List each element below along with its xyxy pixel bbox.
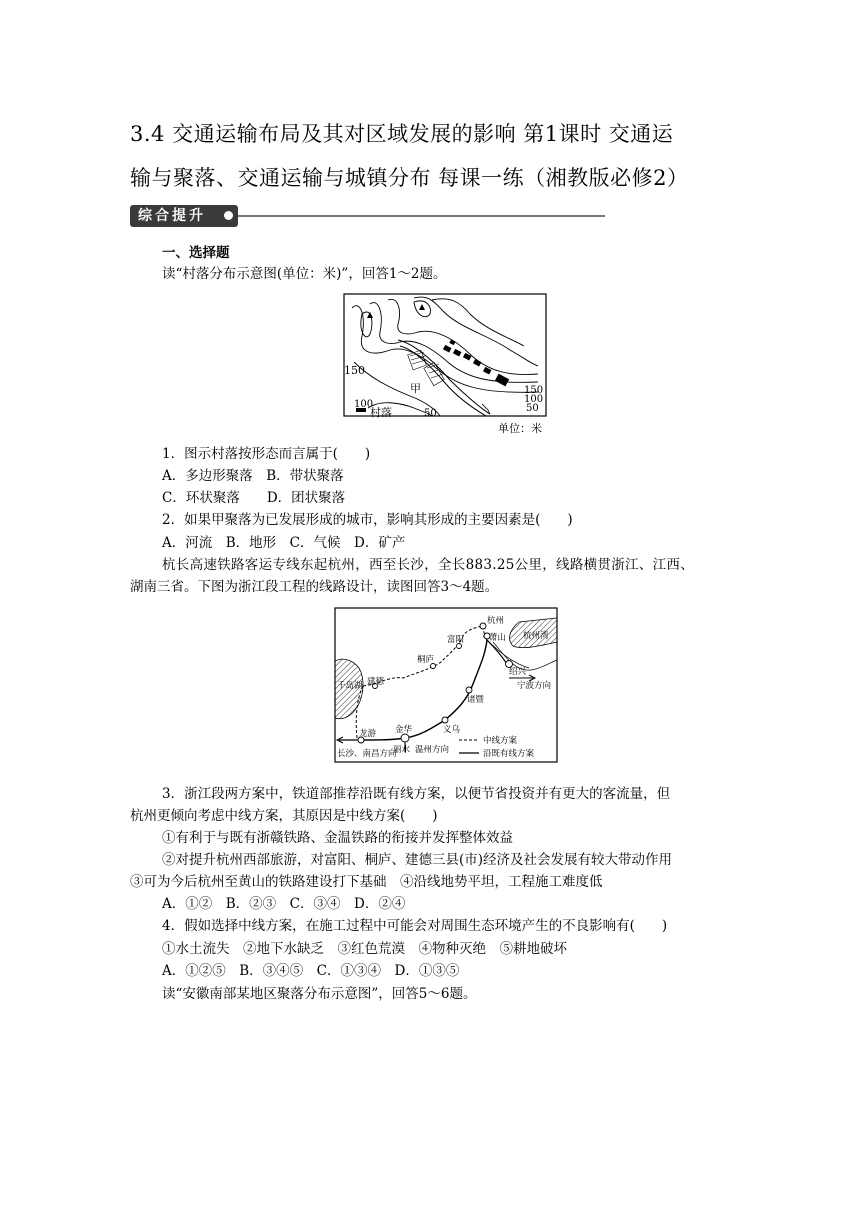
svg-text:义乌: 义乌 (443, 725, 461, 735)
section-heading: 一、选择题 (162, 245, 230, 261)
svg-text:龙游: 龙游 (359, 729, 377, 739)
q2-options: A．河流 B．地形 C．气候 D．矿产 (162, 535, 406, 551)
svg-text:富阳: 富阳 (447, 635, 465, 645)
q1-options-cd: C．环状聚落 D．团状聚落 (162, 490, 346, 506)
q2-stem: 2．如果甲聚落为已发展形成的城市，影响其形成的主要因素是( ) (162, 512, 573, 528)
contour-label-100-right: 100 (524, 394, 544, 405)
svg-text:桐庐: 桐庐 (417, 655, 435, 665)
svg-text:杭州湾: 杭州湾 (523, 631, 549, 641)
legend-existing-label: 沿既有线方案 (483, 749, 535, 759)
contour-label-50-right: 50 (526, 403, 539, 414)
q3-statement-1: ①有利于与既有浙赣铁路、金温铁路的衔接并发挥整体效益 (162, 830, 513, 846)
svg-text:诸暨: 诸暨 (467, 695, 485, 705)
contour-label-150-right: 150 (524, 385, 544, 396)
banner-label: 综合提升 (130, 205, 238, 227)
intro-question-1-2: 读“村落分布示意图(单位：米)”，回答1～2题。 (162, 266, 447, 282)
intro2-line2: 湖南三省。下图为浙江段工程的线路设计，读图回答3～4题。 (130, 579, 499, 595)
contour-label-150-left: 150 (344, 364, 365, 377)
contour-label-50-bottom: 50 (424, 408, 437, 419)
q4-statements: ①水土流失 ②地下水缺乏 ③红色荒漠 ④物种灭绝 ⑤耕地破坏 (162, 941, 567, 957)
svg-text:绍兴: 绍兴 (509, 667, 527, 677)
svg-text:萧山: 萧山 (489, 633, 507, 643)
jia-label: 甲 (410, 382, 421, 395)
q1-stem: 1．图示村落按形态而言属于( ) (162, 446, 371, 462)
intro-question-5-6: 读“安徽南部某地区聚落分布示意图”，回答5～6题。 (162, 986, 477, 1002)
q3-statement-2: ②对提升杭州西部旅游，对富阳、桐庐、建德三县(市)经济及社会发展有较大带动作用 (162, 852, 673, 868)
svg-text:温州方向: 温州方向 (415, 745, 450, 755)
railway-route-map (333, 606, 559, 766)
svg-text:长沙、南昌方向: 长沙、南昌方向 (337, 749, 397, 759)
svg-text:宁波方向: 宁波方向 (517, 681, 552, 691)
svg-text:金华: 金华 (395, 725, 413, 735)
q3-options: A．①② B．②③ C．③④ D．②④ (162, 896, 406, 912)
unit-label: 单位：米 (498, 422, 542, 434)
q4-options: A．①②⑤ B．③④⑤ C．①③④ D．①③⑤ (162, 963, 460, 979)
village-distribution-map (340, 292, 552, 434)
svg-text:杭州: 杭州 (487, 616, 505, 626)
banner-dot-icon (224, 211, 233, 220)
q4-stem: 4．假如选择中线方案，在施工过程中可能会对周围生态环境产生的不良影响有( ) (162, 918, 668, 934)
svg-text:丽水: 丽水 (393, 745, 411, 755)
banner-divider (238, 215, 605, 217)
q3-stem-line2: 杭州更倾向考虑中线方案，其原因是中线方案( ) (130, 808, 438, 824)
svg-text:建德: 建德 (367, 677, 385, 687)
legend-middle-label: 中线方案 (483, 736, 518, 746)
contour-label-100-bottom: 100 (354, 399, 374, 410)
title-line-2: 输与聚落、交通运输与城镇分布 每课一练（湘教版必修2） (130, 166, 689, 190)
q1-options-ab: A．多边形聚落 B．带状聚落 (162, 468, 344, 484)
q3-statement-3: ③可为今后杭州至黄山的铁路建设打下基础 ④沿线地势平坦，工程施工难度低 (130, 874, 603, 890)
q3-stem-line1: 3．浙江段两方案中，铁道部推荐沿既有线方案，以便节省投资并有更大的客流量，但 (162, 786, 671, 802)
svg-text:千岛湖: 千岛湖 (337, 681, 363, 691)
page-title (130, 112, 740, 200)
legend-village-label: 村落 (370, 406, 392, 419)
map1-frame (344, 294, 546, 416)
title-line-1: 3.4 交通运输布局及其对区域发展的影响 第1课时 交通运 (130, 122, 674, 146)
intro2-line1: 杭长高速铁路客运专线东起杭州，西至长沙，全长883.25公里，线路横贯浙江、江西、 (162, 557, 695, 573)
